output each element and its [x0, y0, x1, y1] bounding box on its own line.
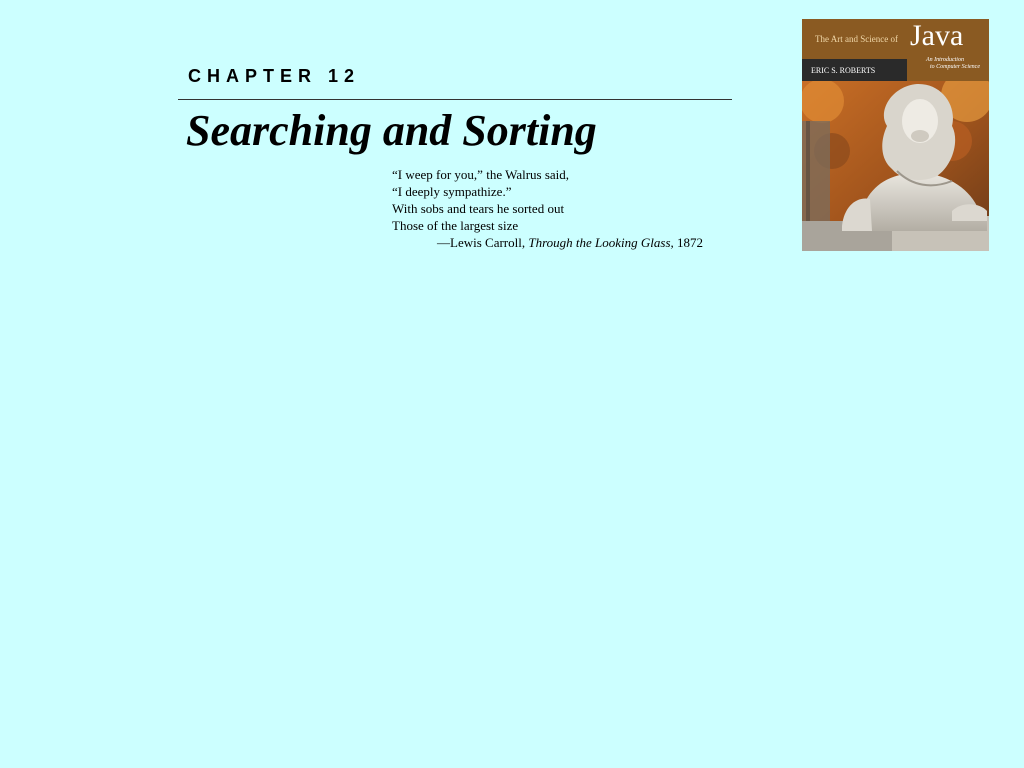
attribution-year: 1872 [673, 235, 704, 250]
cover-subtitle [926, 57, 980, 71]
cover-title: Java [910, 19, 964, 52]
attribution-author: —Lewis Carroll, [437, 235, 529, 250]
cover-subtitle-line: An Introduction [926, 57, 964, 63]
attribution-work: Through the Looking Glass, [528, 235, 674, 250]
epigraph [392, 166, 703, 251]
book-cover [802, 19, 989, 251]
epigraph-line: “I weep for you,” the Walrus said, [392, 167, 570, 182]
epigraph-attribution [392, 234, 703, 251]
epigraph-line: Those of the largest size [392, 218, 519, 233]
stone-lion-statue [802, 81, 989, 251]
epigraph-line: “I deeply sympathize.” [392, 184, 512, 199]
epigraph-line: With sobs and tears he sorted out [392, 201, 565, 216]
cover-series: The Art and Science of [815, 34, 898, 44]
chapter-title: Searching and Sorting [186, 106, 597, 155]
chapter-number: CHAPTER 12 [188, 66, 361, 86]
cover-author-bar [802, 59, 907, 81]
cover-author: ERIC S. ROBERTS [811, 66, 876, 75]
chapter-divider [178, 99, 732, 100]
cover-subtitle-line: to Computer Science [930, 64, 980, 70]
